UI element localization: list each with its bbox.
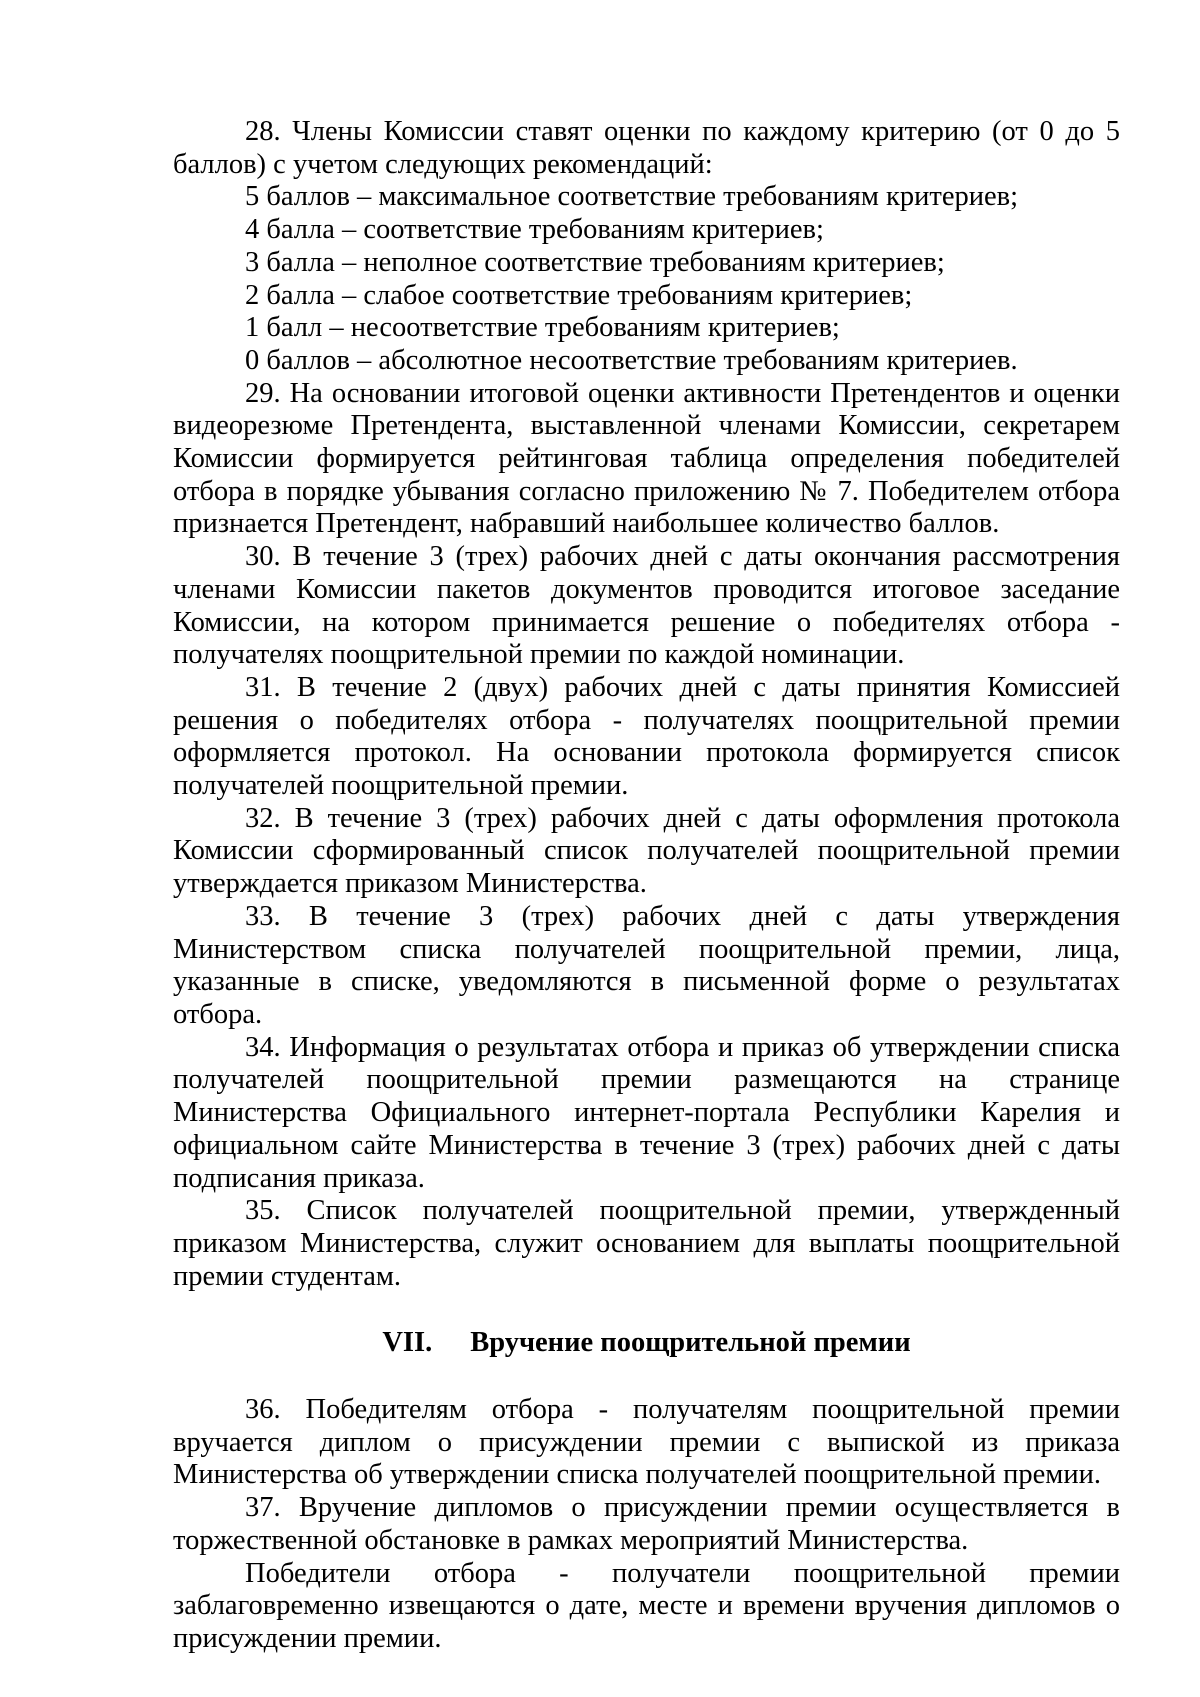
section-heading: [173, 1327, 1120, 1360]
score-criterion-item: 1 балл – несоответствие требованиям критериев;: [245, 312, 840, 344]
section-number: VII.: [382, 1327, 433, 1359]
score-criterion-item: 4 балла – соответствие требованиям критериев;: [245, 214, 824, 246]
score-criterion-item: 5 баллов – максимальное соответствие требованиям критериев;: [245, 181, 1019, 213]
paragraph: 28. Члены Комиссии ставят оценки по каждому критерию (от 0 до 5 баллов) с учетом следующих рекомендаций:: [173, 116, 1120, 180]
paragraph: 31. В течение 2 (двух) рабочих дней с даты принятия Комиссией решения о победителях отбора - получателях поощрительной премии оформляется протокол. На основании протокола формируется список получателей поощрительной премии.: [173, 671, 1120, 802]
paragraph: 29. На основании итоговой оценки активности Претендентов и оценки видеорезюме Претендента, выставленной членами Комиссии, секретарем Комиссии формируется рейтинговая таблица определения победителей отбора в порядке убывания согласно приложению № 7. Победителем отбора признается Претендент, набравший наибольшее количество баллов.: [173, 377, 1120, 540]
score-criterion-item: 3 балла – неполное соответствие требованиям критериев;: [245, 246, 945, 278]
section-title: Вручение поощрительной премии: [470, 1327, 911, 1359]
paragraph: Победители отбора - получатели поощрительной премии заблаговременно извещаются о дате, месте и времени вручения дипломов о присуждении премии.: [173, 1557, 1120, 1654]
paragraph: 35. Список получателей поощрительной премии, утвержденный приказом Министерства, служит основанием для выплаты поощрительной премии студентам.: [173, 1195, 1120, 1292]
score-criterion-item: 2 балла – слабое соответствие требованиям критериев;: [245, 279, 913, 311]
section-7-paragraphs: [173, 1394, 1120, 1656]
paragraph: 37. Вручение дипломов о присуждении премии осуществляется в торжественной обстановке в рамках мероприятий Министерства.: [173, 1492, 1120, 1556]
section-6-paragraphs: [173, 116, 1120, 1293]
paragraph: 36. Победителям отбора - получателям поощрительной премии вручается диплом о присуждении премии с выпиской из приказа Министерства об утверждении списка получателей поощрительной премии.: [173, 1394, 1120, 1491]
paragraph: 33. В течение 3 (трех) рабочих дней с даты утверждения Министерством списка получателей поощрительной премии, лица, указанные в списке, уведомляются в письменной форме о результатах отбора.: [173, 900, 1120, 1030]
score-criterion-item: 0 баллов – абсолютное несоответствие требованиям критериев.: [245, 344, 1018, 376]
paragraph: 30. В течение 3 (трех) рабочих дней с даты окончания рассмотрения членами Комиссии пакетов документов проводится итоговое заседание Комиссии, на котором принимается решение о победителях отбора - получателях поощрительной премии по каждой номинации.: [173, 541, 1120, 671]
paragraph: 32. В течение 3 (трех) рабочих дней с даты оформления протокола Комиссии сформированный список получателей поощрительной премии утверждается приказом Министерства.: [173, 802, 1120, 900]
paragraph: 34. Информация о результатах отбора и приказ об утверждении списка получателей поощрительной премии размещаются на странице Министерства Официального интернет-портала Республики Карелия и официальном сайте Министерства в течение 3 (трех) рабочих дней с даты подписания приказа.: [173, 1031, 1120, 1194]
document-body: [173, 116, 1120, 1656]
